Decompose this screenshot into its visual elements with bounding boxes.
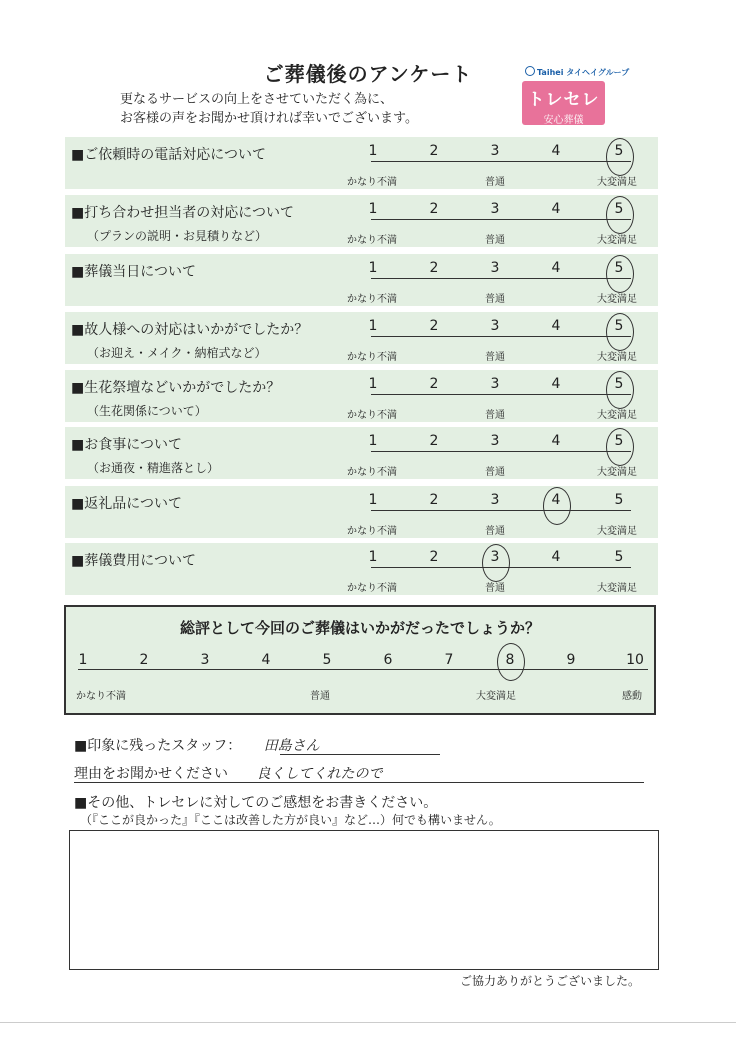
rating-scale-line (371, 278, 631, 279)
rating-scale-line (371, 336, 631, 337)
rating-anchor-low: かなり不満 (347, 526, 397, 537)
rating-option[interactable]: 4 (551, 143, 561, 159)
rating-option[interactable]: 5 (614, 260, 624, 276)
rating-anchor-mid: 普通 (485, 235, 505, 246)
overall-scale-line (78, 669, 648, 670)
rating-option[interactable]: 5 (614, 201, 624, 217)
rating-scale-line (371, 219, 631, 220)
rating-option[interactable]: 2 (429, 143, 439, 159)
rating-anchor-low: かなり不満 (347, 467, 397, 478)
rating-option[interactable]: 2 (429, 318, 439, 334)
staff-value[interactable]: 田島さん (263, 738, 320, 754)
selected-answer-circle (606, 371, 634, 409)
rating-option[interactable]: 1 (368, 433, 378, 449)
overall-anchor-high: 大変満足 (476, 691, 516, 702)
rating-anchor-low: かなり不満 (347, 294, 397, 305)
rating-anchor-mid: 普通 (485, 526, 505, 537)
overall-rating-option[interactable]: 4 (261, 652, 271, 668)
rating-option[interactable]: 3 (490, 201, 500, 217)
rating-anchor-mid: 普通 (485, 467, 505, 478)
rating-option[interactable]: 1 (368, 143, 378, 159)
rating-option[interactable]: 1 (368, 549, 378, 565)
rating-anchor-mid: 普通 (485, 583, 505, 594)
rating-anchor-low: かなり不満 (347, 583, 397, 594)
rating-option[interactable]: 1 (368, 260, 378, 276)
thanks-text: ご協力ありがとうございました。 (460, 974, 641, 988)
rating-option[interactable]: 3 (490, 318, 500, 334)
question-label: ■打ち合わせ担当者の対応について (71, 205, 294, 221)
rating-option[interactable]: 5 (614, 143, 624, 159)
group-logo (525, 66, 629, 78)
rating-anchor-high: 大変満足 (597, 294, 637, 305)
overall-rating-option[interactable]: 6 (383, 652, 393, 668)
rating-anchor-mid: 普通 (485, 352, 505, 363)
rating-option[interactable]: 1 (368, 318, 378, 334)
comment-box[interactable] (69, 830, 659, 970)
group-logo-text: Taihei タイヘイグループ (537, 68, 630, 77)
reason-underline (74, 782, 644, 783)
rating-option[interactable]: 2 (429, 492, 439, 508)
rating-option[interactable]: 3 (490, 143, 500, 159)
rating-anchor-high: 大変満足 (597, 352, 637, 363)
rating-anchor-high: 大変満足 (597, 235, 637, 246)
rating-option[interactable]: 2 (429, 376, 439, 392)
rating-anchor-low: かなり不満 (347, 410, 397, 421)
reason-value[interactable]: 良くしてくれたので (256, 766, 383, 782)
rating-option[interactable]: 3 (490, 260, 500, 276)
rating-option[interactable]: 1 (368, 376, 378, 392)
question-label: ■生花祭壇などいかがでしたか？ (71, 380, 281, 396)
rating-anchor-mid: 普通 (485, 294, 505, 305)
rating-option[interactable]: 3 (490, 376, 500, 392)
overall-rating-option[interactable]: 1 (78, 652, 88, 668)
question-row (65, 486, 658, 538)
rating-option[interactable]: 5 (614, 549, 624, 565)
rating-option[interactable]: 5 (614, 433, 624, 449)
other-label: ■その他、トレセレに対してのご感想をお書きください。 (74, 795, 438, 811)
rating-option[interactable]: 5 (614, 492, 624, 508)
question-row (65, 370, 658, 422)
rating-option[interactable]: 3 (490, 549, 500, 565)
rating-anchor-low: かなり不満 (347, 177, 397, 188)
question-row (65, 254, 658, 306)
rating-option[interactable]: 2 (429, 433, 439, 449)
rating-anchor-high: 大変満足 (597, 177, 637, 188)
rating-option[interactable]: 4 (551, 260, 561, 276)
bottom-rule (0, 1022, 736, 1023)
rating-anchor-mid: 普通 (485, 410, 505, 421)
rating-option[interactable]: 3 (490, 433, 500, 449)
overall-anchor-mid: 普通 (310, 691, 330, 702)
question-sub-label: （お通夜・精進落とし） (87, 461, 220, 475)
rating-option[interactable]: 5 (614, 376, 624, 392)
rating-option[interactable]: 4 (551, 549, 561, 565)
selected-answer-circle (606, 313, 634, 351)
staff-underline (280, 754, 440, 755)
rating-option[interactable]: 4 (551, 492, 561, 508)
rating-option[interactable]: 5 (614, 318, 624, 334)
question-label: ■葬儀費用について (71, 553, 196, 569)
group-logo-icon (525, 66, 535, 76)
rating-option[interactable]: 1 (368, 492, 378, 508)
question-label: ■返礼品について (71, 496, 182, 512)
reason-label: 理由をお聞かせください (74, 766, 228, 782)
overall-rating-box (64, 605, 656, 715)
rating-option[interactable]: 4 (551, 376, 561, 392)
selected-answer-circle (482, 544, 510, 582)
overall-anchor-low: かなり不満 (76, 691, 126, 702)
brand-logo-tagline: 安心葬儀 (543, 115, 584, 126)
rating-option[interactable]: 3 (490, 492, 500, 508)
question-label: ■ご依頼時の電話対応について (71, 147, 266, 163)
page-title: ご葬儀後のアンケート (263, 62, 473, 86)
rating-anchor-low: かなり不満 (347, 352, 397, 363)
rating-anchor-high: 大変満足 (597, 526, 637, 537)
rating-scale-line (371, 451, 631, 452)
rating-scale-line (371, 394, 631, 395)
question-label: ■お食事について (71, 437, 182, 453)
rating-option[interactable]: 2 (429, 549, 439, 565)
rating-option[interactable]: 2 (429, 201, 439, 217)
selected-answer-circle (606, 138, 634, 176)
question-row (65, 427, 658, 479)
reason-field (74, 763, 382, 783)
question-label: ■葬儀当日について (71, 264, 196, 280)
other-sub-label: （『ここが良かった』『ここは改善した方が良い』など…）何でも構いません。 (80, 813, 501, 827)
rating-option[interactable]: 4 (551, 433, 561, 449)
staff-label: ■印象に残ったスタッフ： (74, 738, 242, 754)
rating-scale-line (371, 161, 631, 162)
question-row (65, 312, 658, 364)
overall-rating-option[interactable]: 9 (566, 652, 576, 668)
intro-line-2: お客様の声をお聞かせ頂ければ幸いでございます。 (120, 111, 418, 126)
selected-answer-circle (606, 196, 634, 234)
staff-field (74, 735, 320, 755)
overall-rating-option[interactable]: 10 (626, 652, 644, 668)
rating-option[interactable]: 4 (551, 201, 561, 217)
question-label: ■故人様への対応はいかがでしたか？ (71, 322, 309, 338)
overall-rating-option[interactable]: 5 (322, 652, 332, 668)
rating-option[interactable]: 2 (429, 260, 439, 276)
brand-logo (522, 81, 605, 125)
rating-anchor-high: 大変満足 (597, 583, 637, 594)
rating-anchor-mid: 普通 (485, 177, 505, 188)
question-sub-label: （お迎え・メイク・納棺式など） (87, 346, 267, 360)
rating-anchor-low: かなり不満 (347, 235, 397, 246)
rating-option[interactable]: 4 (551, 318, 561, 334)
brand-logo-name: トレセレ (527, 90, 600, 110)
overall-rating-option[interactable]: 7 (444, 652, 454, 668)
overall-title: 総評として今回のご葬儀はいかがだったでしょうか？ (179, 619, 540, 637)
overall-anchor-top: 感動 (622, 691, 642, 702)
overall-rating-option[interactable]: 2 (139, 652, 149, 668)
overall-selected-circle (497, 643, 525, 681)
question-row (65, 543, 658, 595)
intro-line-1: 更なるサービスの向上をさせていただく為に、 (120, 92, 394, 107)
rating-scale-line (371, 510, 631, 511)
question-sub-label: （生花関係について） (87, 404, 207, 418)
rating-anchor-high: 大変満足 (597, 467, 637, 478)
question-row (65, 137, 658, 189)
selected-answer-circle (606, 255, 634, 293)
rating-option[interactable]: 1 (368, 201, 378, 217)
overall-rating-option[interactable]: 3 (200, 652, 210, 668)
question-sub-label: （プランの説明・お見積りなど） (87, 229, 268, 243)
overall-rating-option[interactable]: 8 (505, 652, 515, 668)
selected-answer-circle (606, 428, 634, 466)
question-row (65, 195, 658, 247)
rating-anchor-high: 大変満足 (597, 410, 637, 421)
selected-answer-circle (543, 487, 571, 525)
